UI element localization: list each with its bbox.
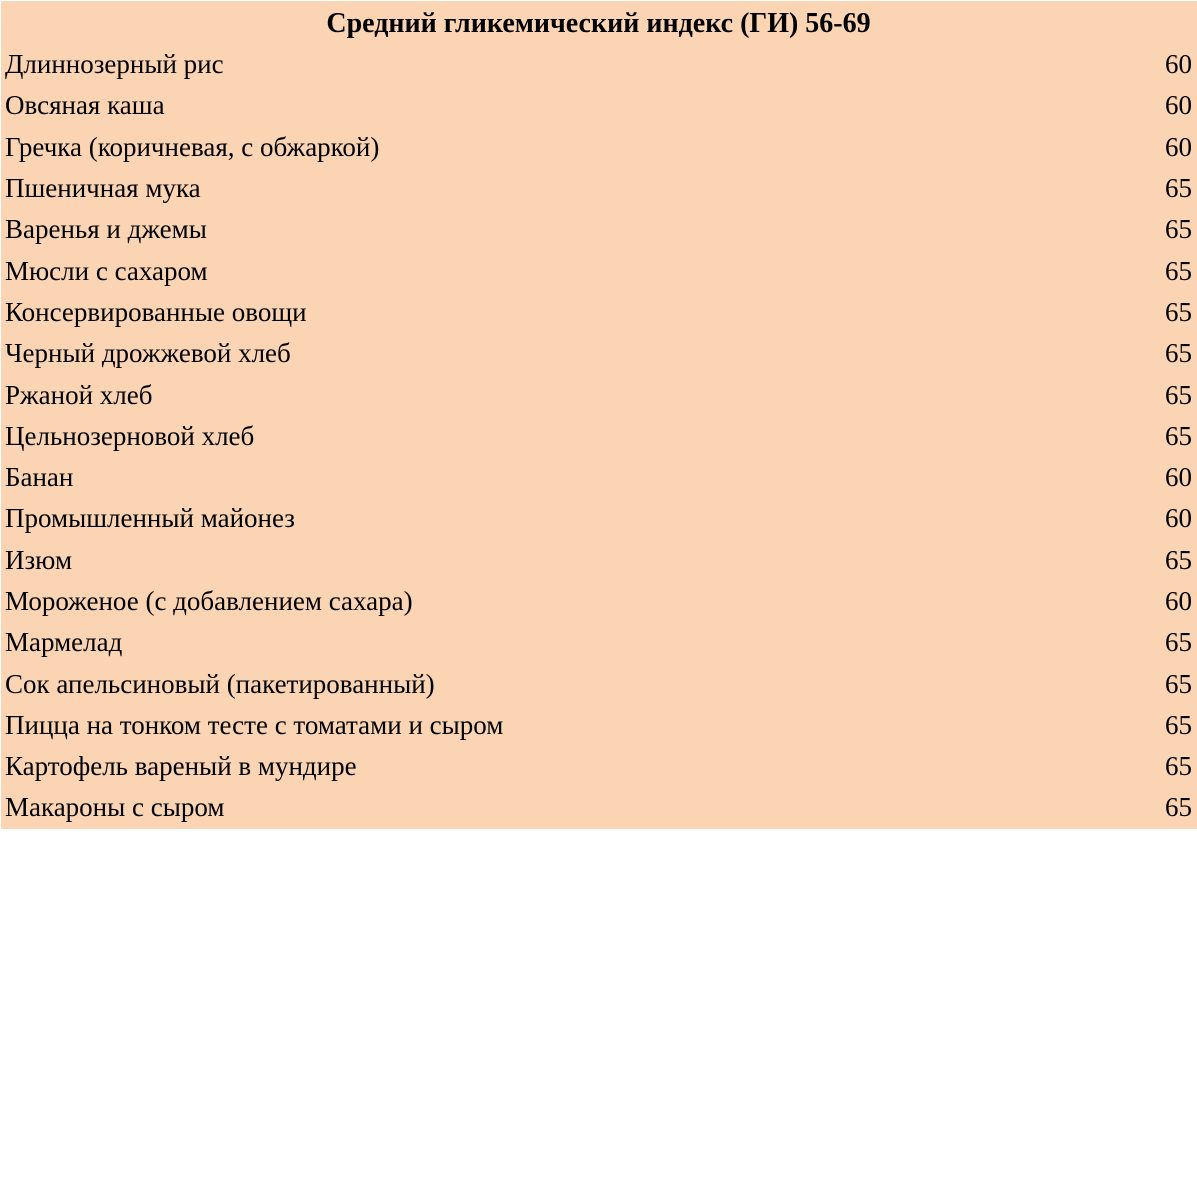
table-row	[1, 416, 1197, 457]
table-row	[1, 127, 1197, 168]
gi-value-cell: 65	[1165, 420, 1192, 451]
food-name-cell: Изюм	[5, 544, 73, 575]
food-name-cell: Сок апельсиновый (пакетированный)	[5, 668, 435, 699]
table-row	[1, 374, 1197, 415]
food-name-cell: Мюсли с сахаром	[5, 255, 208, 286]
gi-value-cell: 60	[1165, 586, 1192, 616]
table-row	[1, 333, 1197, 374]
food-name-cell: Макароны с сыром	[5, 792, 225, 823]
gi-table	[1, 1, 1197, 829]
gi-value-cell: 65	[1165, 173, 1192, 204]
table-title: Средний гликемический индекс (ГИ) 56-69	[326, 8, 871, 39]
gi-value-cell: 65	[1165, 296, 1192, 327]
table-row	[1, 209, 1197, 250]
gi-value-cell: 60	[1165, 131, 1192, 162]
gi-value-cell: 60	[1165, 462, 1192, 493]
food-name-cell: Картофель вареный в мундире	[5, 751, 357, 782]
table-row	[1, 746, 1197, 787]
table-row	[1, 85, 1197, 126]
food-name-cell: Пшеничная мука	[5, 173, 201, 204]
food-name-cell: Промышленный майонез	[5, 503, 295, 534]
table-body	[1, 44, 1197, 829]
gi-value-cell: 65	[1165, 338, 1192, 369]
table-row	[1, 44, 1197, 85]
gi-value-cell: 65	[1165, 792, 1192, 823]
gi-value-cell: 65	[1165, 709, 1192, 740]
food-name-cell: Консервированные овощи	[5, 296, 307, 327]
food-name-cell: Овсяная каша	[5, 90, 165, 121]
food-name-cell: Черный дрожжевой хлеб	[5, 338, 291, 369]
food-name-cell: Банан	[5, 462, 74, 493]
gi-value-cell: 65	[1165, 379, 1192, 410]
gi-value-cell: 60	[1165, 90, 1192, 121]
gi-value-cell: 65	[1165, 255, 1192, 286]
table-row	[1, 250, 1197, 291]
food-name-cell: Варенья и джемы	[5, 214, 207, 245]
table-row	[1, 787, 1197, 828]
gi-value-cell: 60	[1165, 503, 1192, 534]
table-row	[1, 457, 1197, 498]
table-header-row	[1, 1, 1197, 44]
table-row	[1, 705, 1197, 746]
table-row	[1, 292, 1197, 333]
food-name-cell: Цельнозерновой хлеб	[5, 420, 255, 451]
gi-value-cell: 65	[1165, 751, 1192, 782]
gi-value-cell: 65	[1165, 668, 1192, 699]
table-row	[1, 498, 1197, 539]
table-row	[1, 168, 1197, 209]
table-row	[1, 581, 1197, 622]
food-name-cell: Мармелад	[5, 627, 123, 658]
food-name-cell: Пицца на тонком тесте с томатами и сыром	[5, 709, 504, 740]
table-row	[1, 622, 1197, 663]
food-name-cell: Мороженое (с добавлением сахара)	[5, 586, 413, 616]
gi-value-cell: 60	[1165, 49, 1192, 80]
gi-value-cell: 65	[1165, 214, 1192, 245]
food-name-cell: Гречка (коричневая, с обжаркой)	[5, 131, 380, 162]
food-name-cell: Ржаной хлеб	[5, 379, 153, 410]
gi-value-cell: 65	[1165, 627, 1192, 658]
table-row	[1, 663, 1197, 704]
food-name-cell: Длиннозерный рис	[5, 49, 224, 80]
table-row	[1, 540, 1197, 581]
gi-value-cell: 65	[1165, 544, 1192, 575]
gi-table-container	[1, 1, 1197, 829]
